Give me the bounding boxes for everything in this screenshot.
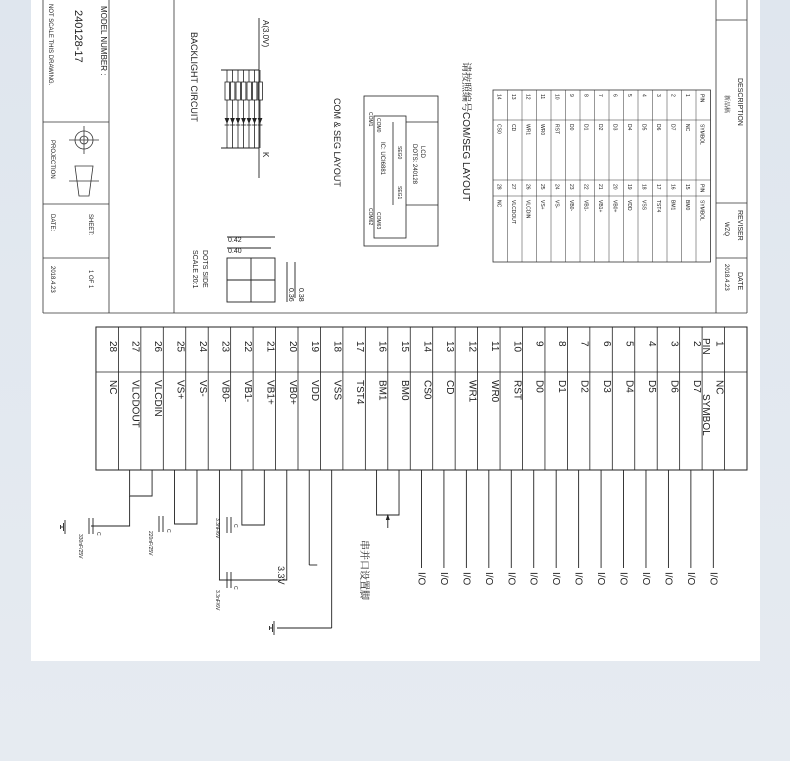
pin-symbol: VS+ — [174, 380, 186, 400]
small-table-cell: 9 — [567, 94, 574, 97]
cap-vs-label: 220nF/25V — [147, 531, 153, 556]
pin-number: 18 — [331, 341, 343, 353]
small-table-cell: D0 — [567, 124, 574, 131]
io-label: I/O — [460, 572, 472, 586]
pin-symbol: BM1 — [376, 380, 388, 401]
backlight-anode-label: A(3.0V) — [261, 20, 270, 48]
layout-lcd: LCD — [419, 146, 425, 159]
layout-title: COM & SEG LAYOUT — [332, 98, 342, 187]
layout-dots: DOTS: 240128 — [411, 144, 417, 185]
projection-label: PROJECTION — [49, 140, 55, 179]
led — [225, 70, 230, 148]
small-table-cell: 23 — [567, 184, 574, 190]
dots-detail — [191, 237, 304, 302]
small-table-cell: 4 — [640, 94, 647, 97]
small-table-cell: D1 — [582, 124, 589, 131]
small-table-cell: 14 — [495, 94, 502, 100]
main-header-pin: PIN — [700, 338, 711, 355]
dot-width-2: 0.40 — [228, 248, 242, 255]
drawing-sheet — [31, 0, 760, 661]
pin-symbol: VLCDOUT — [129, 380, 141, 428]
pin-symbol: VB1+ — [264, 380, 276, 405]
pin-symbol: TST4 — [354, 380, 366, 405]
pin-number: 17 — [354, 341, 366, 353]
small-table-cell: D5 — [640, 124, 647, 131]
small-table-cell: PIN — [698, 184, 705, 193]
small-table-cell: CS0 — [495, 124, 502, 134]
led — [258, 70, 263, 148]
cap-vb0-label: 3.3nF/6V — [214, 590, 220, 611]
pin-number: 8 — [556, 341, 568, 347]
pin-number: 6 — [601, 341, 613, 347]
io-label: I/O — [550, 572, 562, 586]
small-table-cell: 28 — [495, 184, 502, 190]
cap-vb0-c: C — [232, 586, 238, 590]
bm-note: 串并口设置脚 — [358, 540, 369, 600]
small-table-cell: VS- — [553, 200, 560, 209]
pin-symbol: BM0 — [399, 380, 411, 401]
io-label: I/O — [707, 572, 719, 586]
pin-number: 15 — [399, 341, 411, 353]
small-table-cell: 22 — [582, 184, 589, 190]
small-table-cell: VLCDIN — [524, 200, 531, 219]
small-table-cell: 17 — [654, 184, 661, 190]
pin-number: 25 — [174, 341, 186, 353]
small-table-cell: VB0+ — [611, 200, 618, 213]
dot-width-1: 0.42 — [228, 237, 242, 244]
io-label: I/O — [527, 572, 539, 586]
pin-number: 20 — [286, 341, 298, 353]
small-table-cell: 19 — [625, 184, 632, 190]
io-label: I/O — [437, 572, 449, 586]
pin-number: 28 — [107, 341, 119, 353]
small-table-cell: VSS — [640, 200, 647, 211]
main-header-symbol: SYMBOL — [700, 394, 711, 436]
cap-vb1 — [214, 518, 238, 539]
pin-symbol: VB0- — [219, 380, 231, 403]
small-table-cell: D4 — [625, 124, 632, 131]
pin-number: 27 — [129, 341, 141, 353]
small-table-cell: SYMBOL — [698, 124, 705, 145]
small-table-cell: VS+ — [538, 200, 545, 210]
pin-number: 5 — [623, 341, 635, 347]
io-label: I/O — [639, 572, 651, 586]
small-table-cell: CD — [509, 124, 516, 132]
small-pin-table — [460, 62, 711, 262]
pin-symbol: VDD — [309, 380, 321, 402]
pin-number: 13 — [443, 341, 455, 353]
cap-vs — [147, 529, 171, 556]
pin-number: 10 — [511, 341, 523, 353]
pin-number: 23 — [219, 341, 231, 353]
pin-wiring — [61, 470, 719, 635]
io-label: I/O — [572, 572, 584, 586]
backlight-circuit — [189, 18, 270, 178]
small-table-cell: D2 — [596, 124, 603, 131]
small-table-cell: 27 — [509, 184, 516, 190]
small-table-cell: 26 — [524, 184, 531, 190]
backlight-cathode-label: K — [261, 152, 270, 158]
main-pin-table — [96, 327, 747, 470]
pin-symbol: D6 — [668, 380, 680, 393]
pin-symbol: WR1 — [466, 380, 478, 403]
led — [230, 70, 235, 148]
pin-symbol: CD — [443, 380, 455, 395]
dot-height-1: 0.38 — [297, 288, 304, 302]
pin-symbol: D2 — [578, 380, 590, 393]
small-table-cell: 21 — [596, 184, 603, 190]
small-table-cell: 7 — [596, 94, 603, 97]
title-block-text — [47, 4, 743, 293]
title-block — [43, 0, 747, 313]
small-table-cell: WR0 — [538, 124, 545, 136]
pin-symbol: NC — [107, 380, 119, 395]
pin-number: 3 — [668, 341, 680, 347]
led — [236, 70, 241, 148]
small-table-cell: PIN — [698, 94, 705, 103]
pin-symbol: NC — [713, 380, 725, 395]
layout-seg1: SEG1 — [396, 186, 402, 200]
model-label: MODEL NUMBER : — [99, 6, 108, 76]
layout-seg0: SEG0 — [396, 146, 402, 160]
pin-symbol: CS0 — [421, 380, 433, 400]
small-table-cell: 8 — [582, 94, 589, 97]
small-table-cell: WR1 — [524, 124, 531, 136]
layout-com62: COM62 — [367, 208, 373, 226]
small-table-cell: 16 — [669, 184, 676, 190]
small-table-cell: 15 — [683, 184, 690, 190]
dot-height-2: 0.36 — [287, 288, 294, 302]
cap-vb1-label: 3.3nF/6V — [214, 518, 220, 539]
cap-vlcd — [77, 532, 101, 559]
v33-label: 3.3V — [276, 566, 286, 585]
led-array — [225, 70, 263, 148]
backlight-title: BACKLIGHT CIRCUIT — [189, 32, 199, 122]
layout-com0: COM0 — [375, 118, 381, 133]
pin-number: 26 — [152, 341, 164, 353]
cap-vb0 — [214, 586, 238, 611]
revision-date: DATE — [736, 272, 743, 291]
pin-number: 24 — [196, 341, 208, 353]
small-table-cell: 13 — [509, 94, 516, 100]
revision-description-sub: 新品稿 — [723, 95, 729, 114]
revision-reviser-value: WZQ — [723, 222, 729, 236]
com-seg-layout — [332, 96, 438, 246]
layout-com63: COM63 — [375, 212, 381, 230]
dots-scale-label: SCALE 20:1 — [191, 250, 198, 289]
small-table-cell: 1 — [683, 94, 690, 97]
schematic-drawing — [31, 0, 760, 661]
small-table-cell: VB1- — [582, 200, 589, 212]
small-table-title: 请按照编号COM/SEG LAYOUT — [460, 62, 471, 202]
sheet-label: SHEET: — [87, 214, 93, 236]
cap-vb1-c: C — [232, 524, 238, 528]
small-table-cell: D7 — [669, 124, 676, 131]
small-table-cell: RST — [553, 124, 560, 134]
small-table-cell: NC — [683, 124, 690, 132]
date-value: 2018.4.23 — [49, 266, 55, 293]
small-table-cell: 24 — [553, 184, 560, 190]
small-table-cell: D3 — [611, 124, 618, 131]
small-table-cell: 5 — [625, 94, 632, 97]
pin-number: 16 — [376, 341, 388, 353]
led — [241, 70, 246, 148]
revision-reviser: REVISER — [736, 210, 743, 241]
revision-description: DESCRIPTION — [736, 78, 743, 126]
pin-number: 2 — [690, 341, 702, 347]
io-label: I/O — [617, 572, 629, 586]
io-label: I/O — [662, 572, 674, 586]
date-label: DATE: — [49, 214, 55, 232]
led — [252, 70, 257, 148]
pin-symbol: RST — [511, 380, 523, 400]
io-label: I/O — [505, 572, 517, 586]
small-table-cell: 20 — [611, 184, 618, 190]
pin-symbol: D3 — [601, 380, 613, 393]
small-table-cell: 18 — [640, 184, 647, 190]
cap-vs-c: C — [165, 529, 171, 533]
small-table-cell: 10 — [553, 94, 560, 100]
small-table-cell: 2 — [669, 94, 676, 97]
pin-symbol: VB1- — [241, 380, 253, 403]
revision-date-value: 2018.4.23 — [723, 264, 729, 291]
pin-number: 12 — [466, 341, 478, 353]
model-number: 240128-17 — [72, 10, 84, 63]
pin-number: 19 — [309, 341, 321, 353]
pin-number: 9 — [533, 341, 545, 347]
pin-number: 7 — [578, 341, 590, 347]
small-table-cell: NC — [495, 200, 502, 208]
pin-number: 14 — [421, 341, 433, 353]
io-label: I/O — [415, 572, 427, 586]
sheet-value: 1 OF 1 — [87, 270, 93, 289]
io-label: I/O — [482, 572, 494, 586]
io-label: I/O — [595, 572, 607, 586]
pin-symbol: D0 — [533, 380, 545, 393]
small-table-cell: BM1 — [669, 200, 676, 211]
cap-vlcd-label: 330nF/25V — [77, 534, 83, 559]
io-label: I/O — [684, 572, 696, 586]
pin-symbol: VS- — [196, 380, 208, 397]
small-table-cell: 25 — [538, 184, 545, 190]
pin-number: 11 — [488, 341, 500, 352]
pin-symbol: VLCDIN — [152, 380, 164, 417]
small-table-cell: VLCDOUT — [509, 200, 516, 224]
pin-symbol: VB0+ — [286, 380, 298, 405]
small-table-cell: 3 — [654, 94, 661, 97]
small-table-cell: BM0 — [683, 200, 690, 211]
layout-ic: IC: UCI6881 — [379, 142, 385, 176]
small-table-cell: 12 — [524, 94, 531, 100]
pin-symbol: D5 — [645, 380, 657, 393]
pin-number: 4 — [645, 341, 657, 347]
small-table-cell: VDD — [625, 200, 632, 211]
small-table-cell: SYMBOL — [698, 200, 705, 221]
pin-symbol: WR0 — [488, 380, 500, 403]
pin-symbol: D4 — [623, 380, 635, 393]
pin-symbol: VSS — [331, 380, 343, 401]
pin-symbol: D7 — [690, 380, 702, 393]
projection-symbol — [69, 126, 99, 196]
pin-number: 21 — [264, 341, 276, 353]
small-table-cell: 6 — [611, 94, 618, 97]
led — [247, 70, 252, 148]
pin-number: 1 — [713, 341, 725, 347]
dots-side-label: DOTS SIDE — [201, 250, 208, 288]
layout-com1: COM1 — [367, 112, 373, 127]
cap-vlcd-c: C — [95, 532, 101, 536]
small-table-cell: VB0- — [567, 200, 574, 212]
pin-number: 22 — [241, 341, 253, 353]
pin-symbol: D1 — [556, 380, 568, 393]
scale-note: NOT SCALE THIS DRAWING. — [47, 4, 53, 86]
small-table-cell: VB1+ — [596, 200, 603, 213]
small-table-cell: D6 — [654, 124, 661, 131]
small-table-cell: 11 — [538, 94, 545, 100]
small-table-cell: TST4 — [654, 200, 661, 213]
